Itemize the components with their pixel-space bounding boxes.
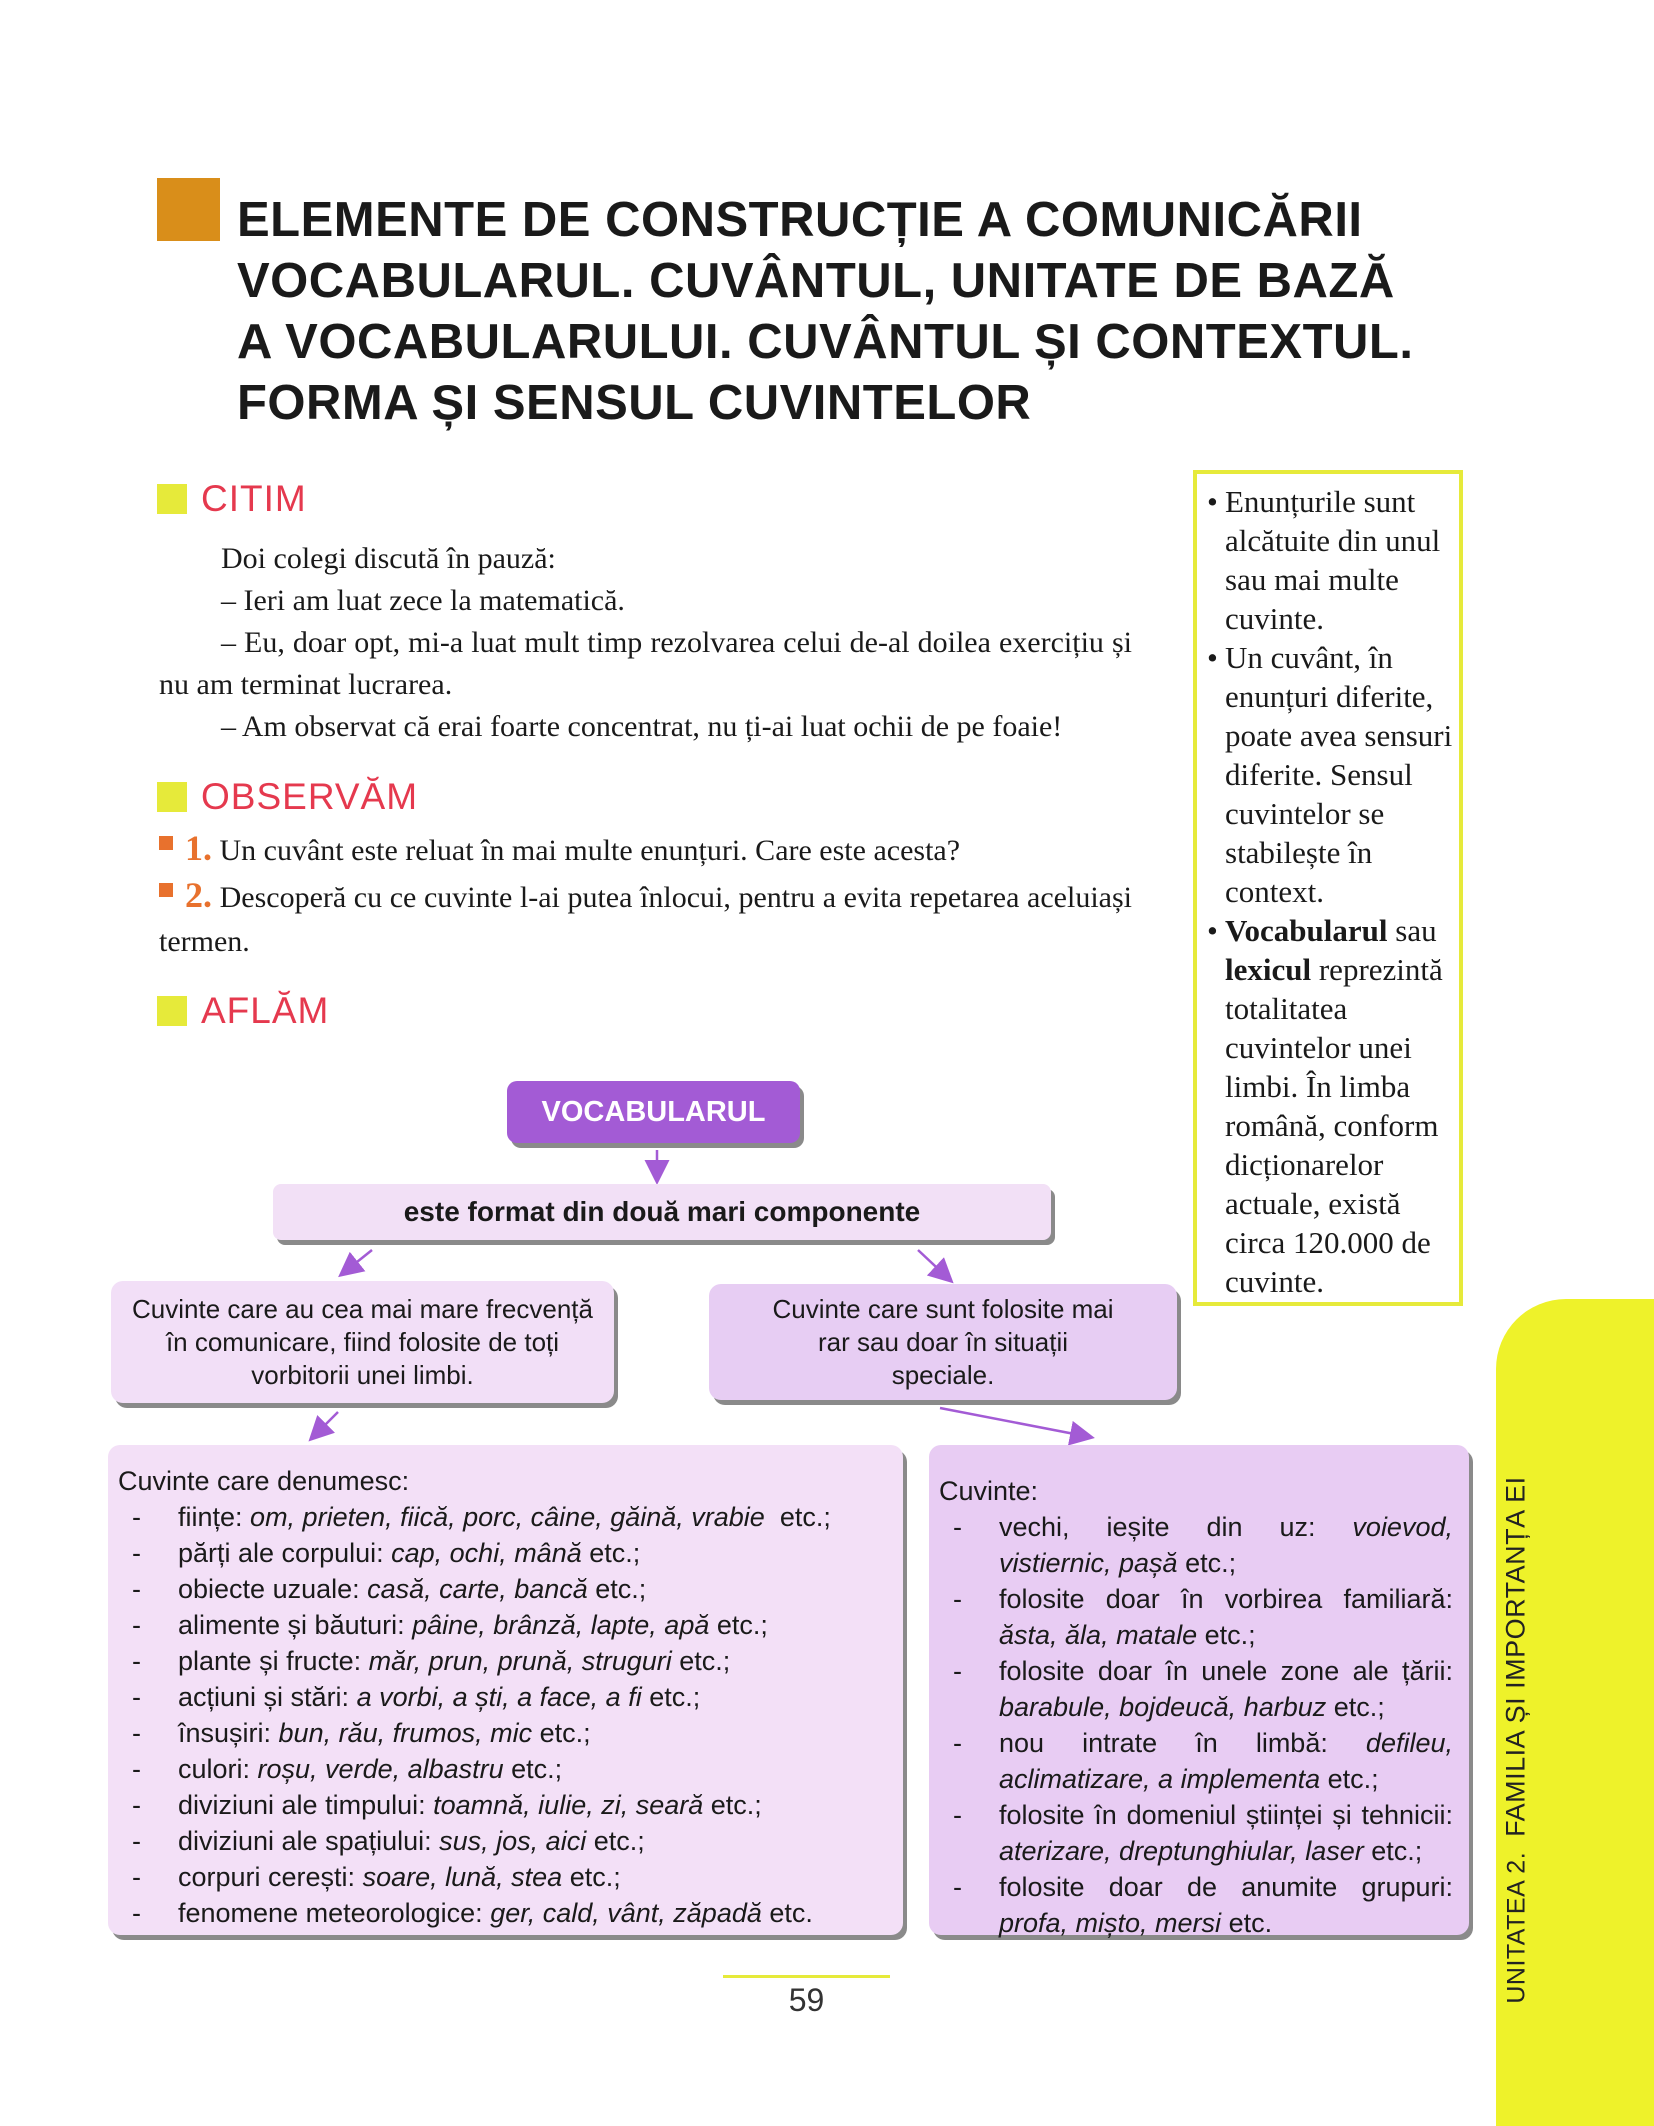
item-label: culori:: [178, 1754, 258, 1784]
item-tail: etc.: [761, 1898, 813, 1928]
paragraph: – Ieri am luat zece la matematică.: [221, 584, 625, 617]
unit-side-tab-label: [1501, 1476, 1532, 2003]
item-tail: etc.;: [764, 1502, 831, 1532]
item-examples: om, prieten, fiică, porc, câine, găină, vrabie: [250, 1502, 765, 1532]
node-text: Cuvinte care sunt folosite mai rar sau doar în situații speciale.: [772, 1293, 1114, 1390]
list-item: [118, 1679, 893, 1715]
diagram-left-node: [111, 1281, 614, 1403]
item-examples: sus, jos, aici: [439, 1826, 587, 1856]
title-line: VOCABULARUL. CUVÂNTUL, UNITATE DE BAZĂ: [237, 254, 1395, 308]
list-item: [118, 1499, 893, 1535]
item-tail: etc.;: [581, 1538, 641, 1568]
item-label: alimente și băuturi:: [178, 1610, 413, 1640]
item-tail: etc.;: [641, 1682, 701, 1712]
text: reprezintă totalitatea cuvintelor unei limbi. În limba română, conform dicționarelor actuale, există circa 120.000 de cuvinte.: [1225, 952, 1443, 1299]
list-item: [118, 1535, 893, 1571]
item-tail: etc.;: [562, 1862, 621, 1892]
item-tail: etc.;: [1363, 1836, 1423, 1866]
arrow: [940, 1408, 1090, 1437]
section-heading: OBSERVĂM: [201, 776, 419, 817]
item-examples: măr, prun, prună, struguri: [368, 1646, 672, 1676]
item-label: corpuri cerești:: [178, 1862, 363, 1892]
item-tail: etc.;: [1177, 1548, 1237, 1578]
item-examples: aterizare, dreptunghiular, laser: [999, 1836, 1364, 1866]
item-examples: a vorbi, a ști, a face, a fi: [356, 1682, 642, 1712]
item-examples: ger, cald, vânt, zăpadă: [490, 1898, 762, 1928]
item-examples: profa, mișto, mersi: [999, 1908, 1222, 1938]
list-item: [939, 1725, 1459, 1797]
list-item: [118, 1643, 893, 1679]
item-examples: toamnă, iulie, zi, seară: [433, 1790, 704, 1820]
item-label: însușiri:: [178, 1718, 279, 1748]
page-number-line: [723, 1975, 890, 1978]
diagram-level1: este format din două mari componente: [273, 1184, 1051, 1240]
item-tail: etc.;: [703, 1790, 762, 1820]
exercise-number: 1.: [185, 828, 212, 868]
item-examples: ăsta, ăla, matale: [999, 1620, 1198, 1650]
item-label: diviziuni ale timpului:: [178, 1790, 434, 1820]
item-tail: etc.;: [1320, 1764, 1379, 1794]
sidebar-item: • Enunțurile sunt alcătuite din unul sau mai multe cuvinte.: [1207, 482, 1455, 638]
section-heading: AFLĂM: [201, 990, 330, 1031]
list-item: [939, 1653, 1459, 1725]
list-item: [118, 1751, 893, 1787]
list-item: [939, 1797, 1459, 1869]
list-item: [118, 1607, 893, 1643]
item-tail: etc.;: [671, 1646, 731, 1676]
item-examples: voievod, vistiernic, pașă: [999, 1512, 1453, 1578]
item-label: folosite doar în vorbirea familiară:: [999, 1584, 1453, 1614]
sidebar-item: • Un cuvânt, în enunțuri diferite, poate avea sensuri diferite. Sensul cuvintelor se stabilește în context.: [1207, 638, 1455, 911]
title-line: ELEMENTE DE CONSTRUCȚIE A COMUNICĂRII: [237, 193, 1363, 247]
title-line: FORMA ȘI SENSUL CUVINTELOR: [237, 376, 1032, 430]
paragraph: Doi colegi discută în pauză:: [221, 542, 556, 575]
item-tail: etc.;: [532, 1718, 591, 1748]
item-examples: cap, ochi, mână: [391, 1538, 582, 1568]
list-item: [118, 1787, 893, 1823]
item-label: nou intrate în limbă:: [999, 1728, 1366, 1758]
item-tail: etc.;: [1197, 1620, 1256, 1650]
arrow: [918, 1250, 950, 1280]
item-examples: pâine, brânză, lapte, apă: [412, 1610, 710, 1640]
list-item: [939, 1869, 1459, 1941]
list-heading: Cuvinte care denumesc:: [118, 1466, 410, 1496]
section-heading: CITIM: [201, 478, 307, 519]
paragraph: – Am observat că erai foarte concentrat, nu ți-ai luat ochii de pe foaie!: [221, 710, 1063, 743]
item-label: acțiuni și stări:: [178, 1682, 357, 1712]
item-tail: etc.;: [503, 1754, 563, 1784]
item-examples: casă, carte, bancă: [367, 1574, 588, 1604]
unit-number: UNITATEA 2.: [1502, 1851, 1531, 2004]
list-item: [118, 1895, 893, 1931]
item-label: folosite doar de anumite grupuri:: [999, 1872, 1453, 1902]
item-tail: etc.;: [586, 1826, 645, 1856]
item-label: fenomene meteorologice:: [178, 1898, 491, 1928]
node-text: Cuvinte care au cea mai mare frecvență în comunicare, fiind folosite de toți vorbitorii unei limbi.: [132, 1293, 593, 1390]
item-label: plante și fructe:: [178, 1646, 369, 1676]
item-label: ființe:: [178, 1502, 251, 1532]
list-item: [939, 1509, 1459, 1581]
list-item: [118, 1571, 893, 1607]
page-number: 59: [788, 1982, 825, 2018]
term: Vocabularul: [1225, 913, 1388, 948]
title-line: A VOCABULARULUI. CUVÂNTUL ȘI CONTEXTUL.: [237, 315, 1414, 369]
text: sau: [1387, 913, 1437, 948]
item-tail: etc.;: [709, 1610, 768, 1640]
paragraph: – Eu, doar opt, mi-a luat mult timp rezolvarea celui de-al doilea exercițiu și nu am terminat lucrarea.: [159, 626, 1132, 701]
item-label: diviziuni ale spațiului:: [178, 1826, 440, 1856]
item-examples: roșu, verde, albastru: [257, 1754, 504, 1784]
item-tail: etc.;: [587, 1574, 647, 1604]
item-label: vechi, ieșite din uz:: [999, 1512, 1353, 1542]
item-tail: etc.;: [1326, 1692, 1385, 1722]
exercise-text: Un cuvânt este reluat în mai multe enunțuri. Care este acesta?: [219, 834, 961, 867]
item-label: folosite doar în unele zone ale țării:: [999, 1656, 1453, 1686]
list-heading: Cuvinte:: [939, 1476, 1039, 1506]
item-examples: defileu, aclimatizare, a implementa: [999, 1728, 1453, 1794]
diagram-right-node: [709, 1284, 1177, 1400]
item-examples: soare, lună, stea: [362, 1862, 563, 1892]
item-examples: barabule, bojdeucă, harbuz: [999, 1692, 1327, 1722]
exercise-text: Descoperă cu ce cuvinte l-ai putea înlocui, pentru a evita repetarea aceluiași termen.: [159, 881, 1132, 958]
rare-words-list: [929, 1445, 1469, 1938]
diagram-root: VOCABULARUL: [507, 1081, 800, 1143]
item-label: obiecte uzuale:: [178, 1574, 368, 1604]
unit-title: FAMILIA ȘI IMPORTANȚA EI: [1500, 1476, 1531, 1837]
arrow: [342, 1250, 372, 1274]
term: lexicul: [1225, 952, 1312, 987]
common-words-list: [108, 1445, 903, 1935]
item-label: folosite în domeniul științei și tehnicii:: [999, 1800, 1453, 1830]
exercise-number: 2.: [185, 875, 212, 915]
item-label: părți ale corpului:: [178, 1538, 392, 1568]
arrow: [312, 1412, 338, 1438]
item-examples: bun, rău, frumos, mic: [278, 1718, 533, 1748]
list-item: [118, 1859, 893, 1895]
list-item: [118, 1823, 893, 1859]
list-item: [939, 1581, 1459, 1653]
item-tail: etc.: [1221, 1908, 1273, 1938]
list-item: [118, 1715, 893, 1751]
